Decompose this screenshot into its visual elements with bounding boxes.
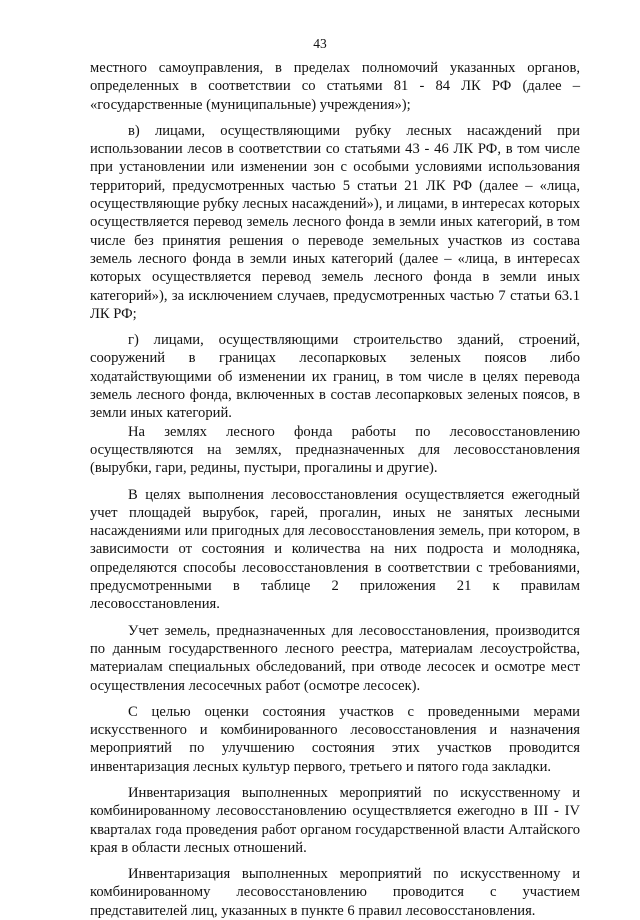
paragraph-item-v: в) лицами, осуществляющими рубку лесных насаждений при использовании лесов в соответствии со статьями 43 - 46 ЛК РФ, в том числе при установлении или изменении зон с особыми условиями использования территорий, предусмотренных частью 5 статьи 21 ЛК РФ (далее – «лица, осуществляющие рубку лесных насаждений»), и лицами, в интересах которых осуществляется перевод земель лесного фонда в земли иных категорий, в том числе без принятия решения о переводе земельных участков из состава земель лесного фонда в земли иных категорий (далее – «лица, в интересах которых осуществляется перевод земель лесного фонда в земли иных категорий»), за исключением случаев, предусмотренных частью 7 статьи 63.1 ЛК РФ; [90,122,580,322]
paragraph: С целью оценки состояния участков с проведенными мерами искусственного и комбинированного лесовосстановления и назначения мероприятий по улучшению состояния этих участков проводится инвентаризация лесных культур первого, третьего и пятого года закладки. [90,703,580,775]
page-number: 43 [313,36,327,51]
paragraph: В целях выполнения лесовосстановления осуществляется ежегодный учет площадей вырубок, гарей, прогалин, иных не занятых лесными насаждениями или пригодных для лесовосстановления земель, при котором, в зависимости от состояния и количества на них подроста и молодняка, определяются способы лесовосстановления в соответствии с требованиями, предусмотренными в таблице 2 приложения 21 к правилам лесовосстановления. [90,486,580,613]
paragraph-continuation: местного самоуправления, в пределах полномочий указанных органов, определенных в соответствии со статьями 81 - 84 ЛК РФ (далее – «государственные (муниципальные) учреждения»); [90,60,580,113]
paragraph: Инвентаризация выполненных мероприятий по искусственному и комбинированному лесовосстановлению проводится с участием представителей лиц, указанных в пункте 6 правил лесовосстановления. [90,866,580,919]
paragraph: На землях лесного фонда работы по лесовосстановлению осуществляются на землях, предназначенных для лесовосстановления (вырубки, гари, редины, пустыри, прогалины и другие). [90,423,580,477]
paragraph: Инвентаризация выполненных мероприятий по искусственному и комбинированному лесовосстановлению осуществляется ежегодно в III - IV кварталах года проведения работ органом государственной власти Алтайского края в области лесных отношений. [90,784,580,856]
document-body [90,59,580,920]
paragraph-item-g: г) лицами, осуществляющими строительство зданий, строений, сооружений в границах лесопарковых зеленых поясов либо ходатайствующими об изменении их границ, в том числе в целях перевода земель лесного фонда, включенных в состав лесопарковых зеленых поясов, в земли иных категорий. [90,332,580,422]
paragraph: Учет земель, предназначенных для лесовосстановления, производится по данным государственного лесного реестра, материалам лесоустройства, материалам специальных обследований, при отводе лесосек и осмотре мест осуществления лесосечных работ (осмотре лесосек). [90,622,580,694]
